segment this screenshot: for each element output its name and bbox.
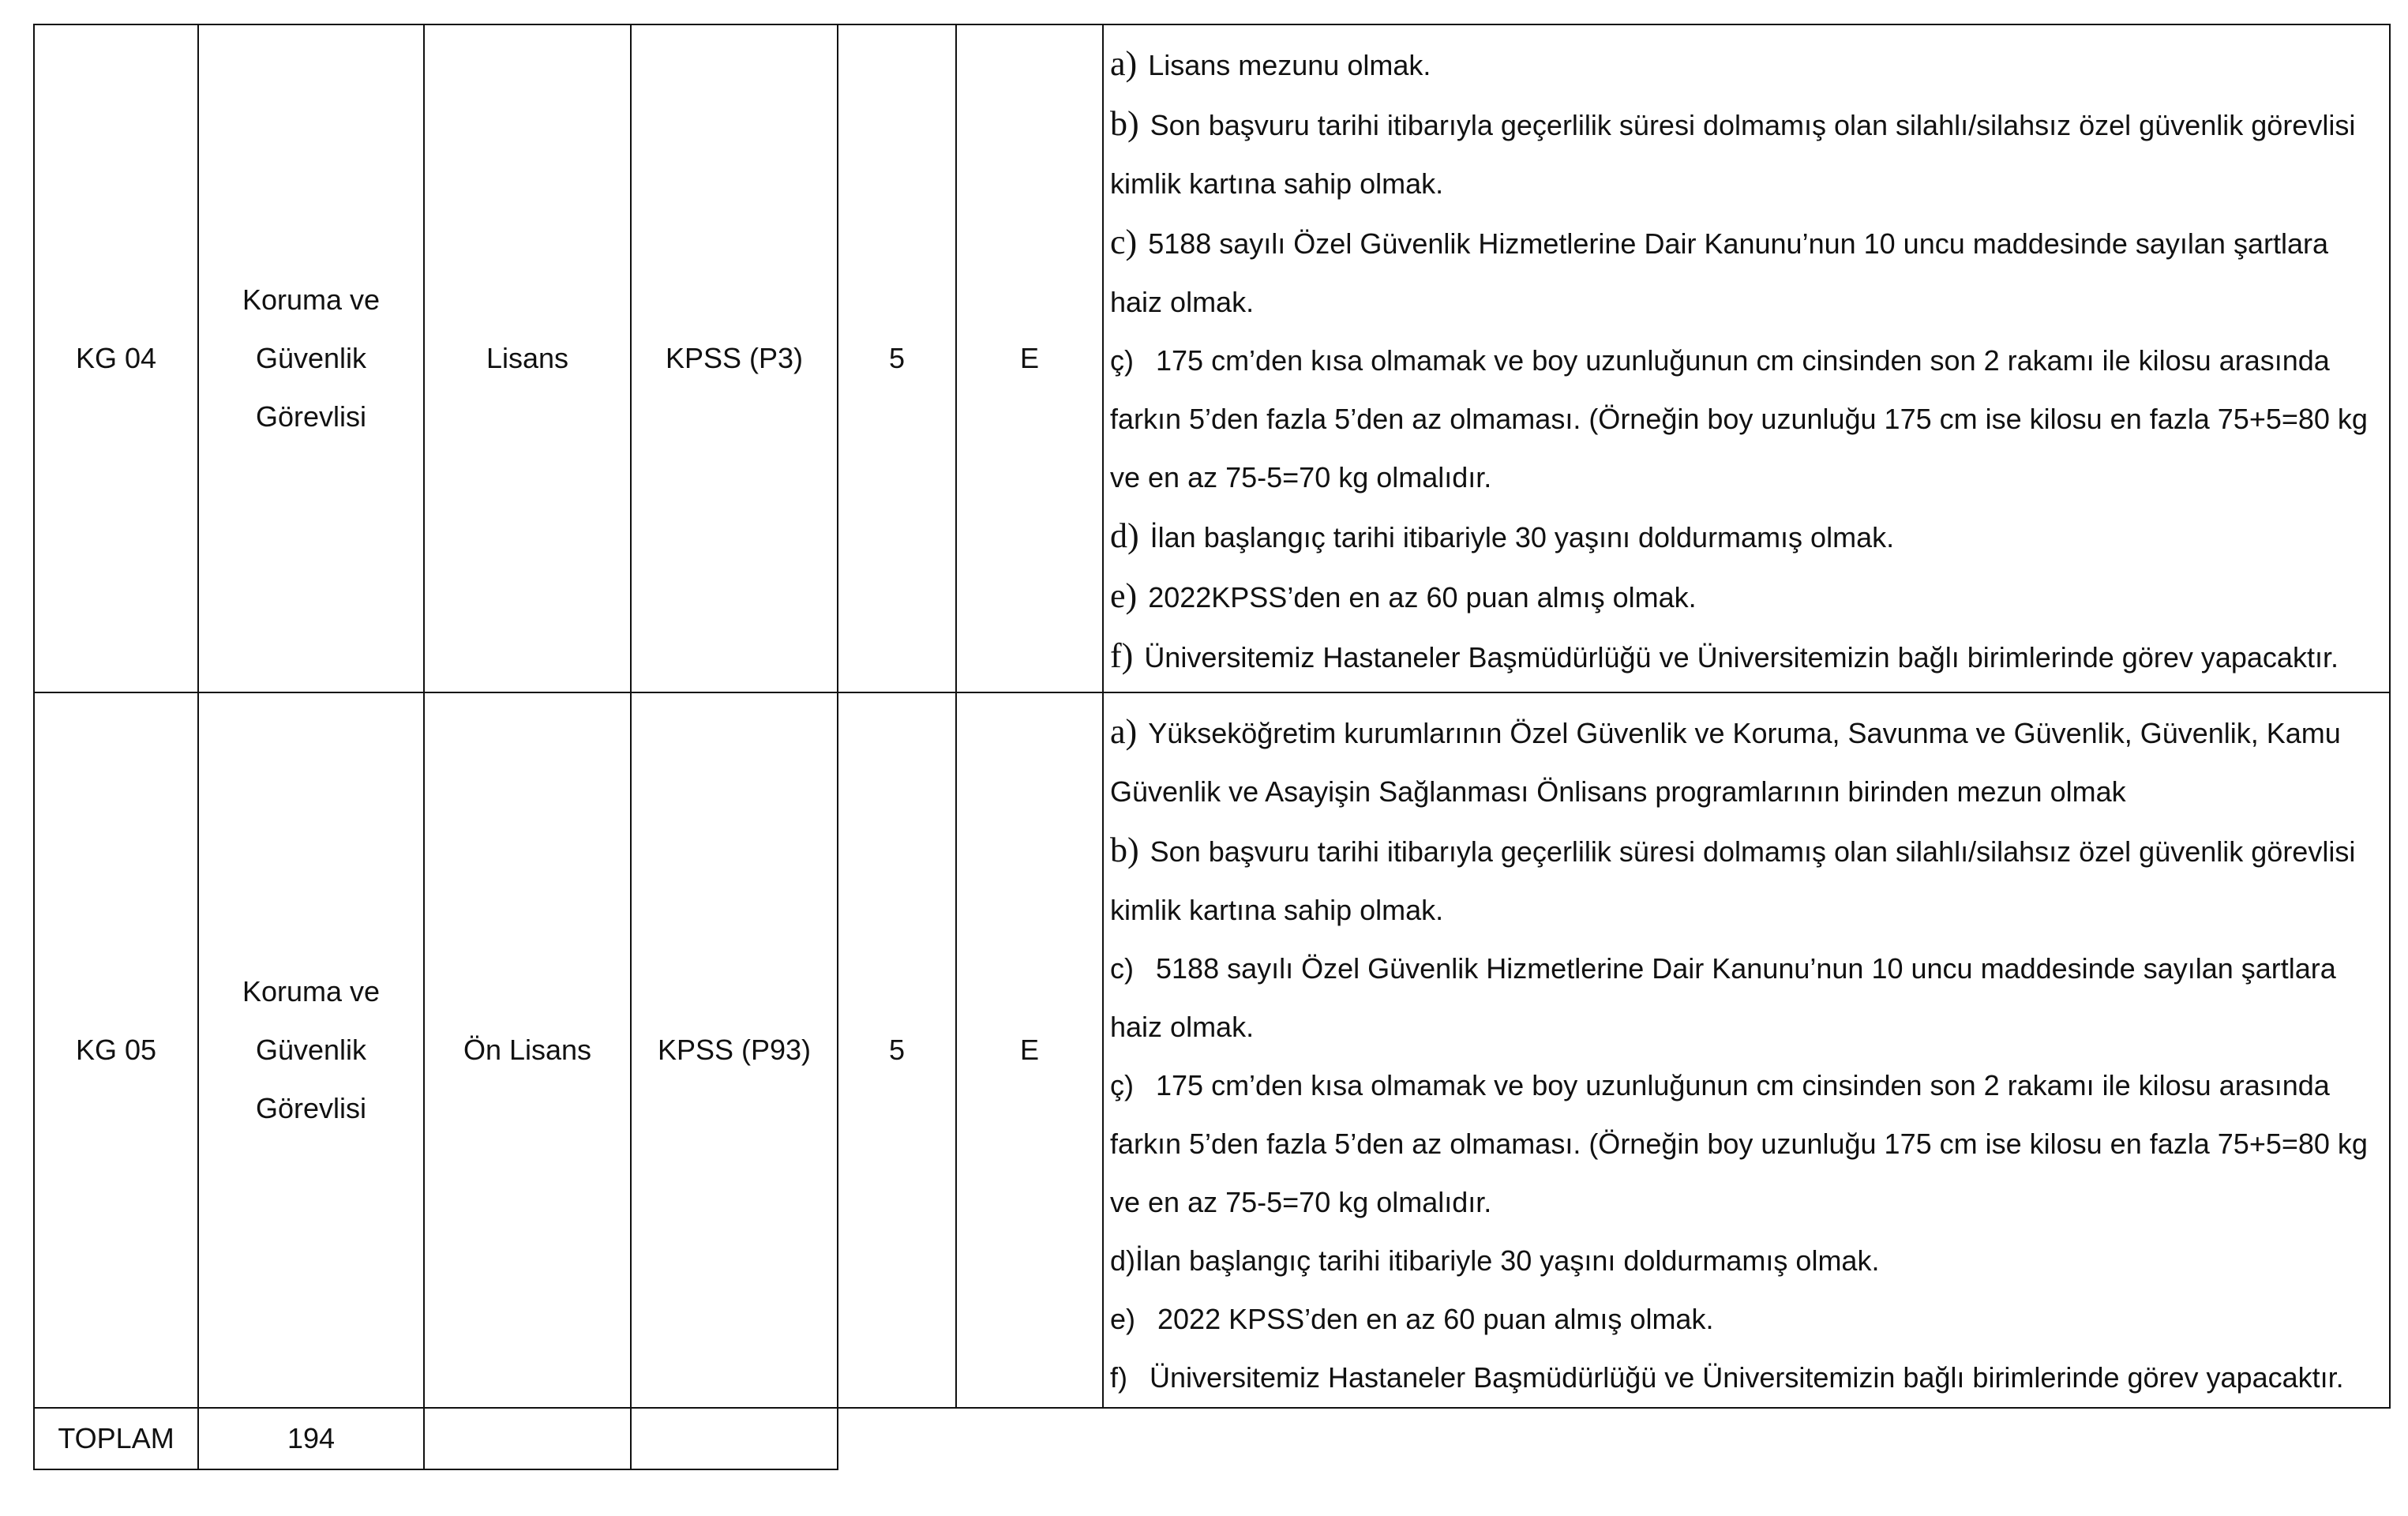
position-title-line: Koruma ve	[242, 975, 381, 1008]
requirement-text: 175 cm’den kısa olmamak ve boy uzunluğunun cm cinsinden son 2 rakamı ile kilosu arasında farkın 5’den fazla 5’den az olmaması. (Örneğin boy uzunluğu 175 cm ise kilosu en fazla 75+5=80 kg ve en az 75-5=70 kg olmalıdır.	[1110, 344, 2368, 493]
blank-cell	[838, 1408, 956, 1469]
requirement-mark: e)	[1110, 576, 1138, 615]
exam-type: KPSS (P93)	[631, 692, 838, 1408]
requirement-item	[1110, 567, 2381, 627]
requirement-item	[1110, 332, 2381, 507]
position-title-line: Görevlisi	[255, 1092, 367, 1124]
requirement-item	[1110, 627, 2381, 687]
position-title	[198, 692, 424, 1408]
requirement-text: İlan başlangıç tarihi itibariyle 30 yaşını doldurmamış olmak.	[1150, 521, 1895, 553]
requirement-item	[1110, 35, 2381, 95]
total-row	[34, 1408, 2390, 1469]
total-empty-cell	[424, 1408, 631, 1469]
requirement-text: 5188 sayılı Özel Güvenlik Hizmetlerine Dair Kanunu’nun 10 uncu maddesinde sayılan şartlara haiz olmak.	[1110, 227, 2328, 318]
requirements-list	[1103, 24, 2390, 692]
requirement-text: 5188 sayılı Özel Güvenlik Hizmetlerine Dair Kanunu’nun 10 uncu maddesinde sayılan şartlara haiz olmak.	[1110, 952, 2336, 1043]
requirement-item	[1110, 940, 2381, 1056]
education-level: Ön Lisans	[424, 692, 631, 1408]
requirement-text: 2022KPSS’den en az 60 puan almış olmak.	[1148, 581, 1697, 614]
position-title-line: Görevlisi	[255, 400, 367, 433]
requirement-mark: c)	[1110, 223, 1138, 261]
requirement-mark: a)	[1110, 44, 1138, 83]
requirement-item	[1110, 821, 2381, 940]
requirement-mark: d)	[1110, 1244, 1136, 1277]
requirement-mark: b)	[1110, 104, 1139, 143]
requirement-item	[1110, 1290, 2381, 1349]
requirement-mark: ç)	[1110, 344, 1134, 377]
total-value: 194	[198, 1408, 424, 1469]
position-title-line: Güvenlik	[255, 1034, 367, 1066]
position-title	[198, 24, 424, 692]
requirement-item	[1110, 703, 2381, 821]
requirement-item	[1110, 95, 2381, 213]
blank-cell	[1103, 1408, 2390, 1469]
gender: E	[956, 24, 1103, 692]
education-level: Lisans	[424, 24, 631, 692]
requirement-text: Lisans mezunu olmak.	[1148, 49, 1431, 81]
requirement-text: Üniversitemiz Hastaneler Başmüdürlüğü ve Üniversitemizin bağlı birimlerinde görev yapacaktır.	[1144, 641, 2339, 674]
requirement-text: 2022 KPSS’den en az 60 puan almış olmak.	[1157, 1303, 1714, 1335]
exam-type: KPSS (P3)	[631, 24, 838, 692]
requirements-list	[1103, 692, 2390, 1408]
requirement-item	[1110, 1056, 2381, 1232]
requirement-mark: b)	[1110, 831, 1139, 869]
position-code: KG 05	[34, 692, 198, 1408]
requirement-mark: f)	[1110, 636, 1134, 675]
quota-count: 5	[838, 24, 956, 692]
table-row	[34, 692, 2390, 1408]
requirement-mark: e)	[1110, 1303, 1136, 1335]
requirement-item	[1110, 1349, 2381, 1407]
positions-table	[33, 24, 2391, 1470]
requirement-mark: c)	[1110, 952, 1134, 985]
total-empty-cell	[631, 1408, 838, 1469]
position-title-line: Güvenlik	[255, 342, 367, 374]
requirement-text: Üniversitemiz Hastaneler Başmüdürlüğü ve Üniversitemizin bağlı birimlerinde görev yapacaktır.	[1150, 1361, 2344, 1394]
gender: E	[956, 692, 1103, 1408]
requirement-text: Son başvuru tarihi itibarıyla geçerlilik süresi dolmamış olan silahlı/silahsız özel güvenlik görevlisi kimlik kartına sahip olmak.	[1110, 835, 2356, 926]
requirement-text: Yükseköğretim kurumlarının Özel Güvenlik ve Koruma, Savunma ve Güvenlik, Güvenlik, Kamu Güvenlik ve Asayişin Sağlanması Önlisans programlarının birinden mezun olmak	[1110, 717, 2341, 808]
requirement-text: Son başvuru tarihi itibarıyla geçerlilik süresi dolmamış olan silahlı/silahsız özel güvenlik görevlisi kimlik kartına sahip olmak.	[1110, 109, 2356, 200]
requirement-item	[1110, 507, 2381, 567]
requirement-mark: a)	[1110, 712, 1138, 751]
blank-cell	[956, 1408, 1103, 1469]
requirement-item	[1110, 1232, 2381, 1290]
total-label: TOPLAM	[34, 1408, 198, 1469]
requirement-item	[1110, 213, 2381, 332]
requirement-mark: f)	[1110, 1361, 1127, 1394]
position-code: KG 04	[34, 24, 198, 692]
requirement-text: 175 cm’den kısa olmamak ve boy uzunluğunun cm cinsinden son 2 rakamı ile kilosu arasında farkın 5’den fazla 5’den az olmaması. (Örneğin boy uzunluğu 175 cm ise kilosu en fazla 75+5=80 kg ve en az 75-5=70 kg olmalıdır.	[1110, 1069, 2368, 1218]
requirement-text: İlan başlangıç tarihi itibariyle 30 yaşını doldurmamış olmak.	[1135, 1244, 1880, 1277]
quota-count: 5	[838, 692, 956, 1408]
requirement-mark: d)	[1110, 516, 1139, 555]
position-title-line: Koruma ve	[242, 283, 381, 316]
requirement-mark: ç)	[1110, 1069, 1134, 1101]
table-row	[34, 24, 2390, 692]
